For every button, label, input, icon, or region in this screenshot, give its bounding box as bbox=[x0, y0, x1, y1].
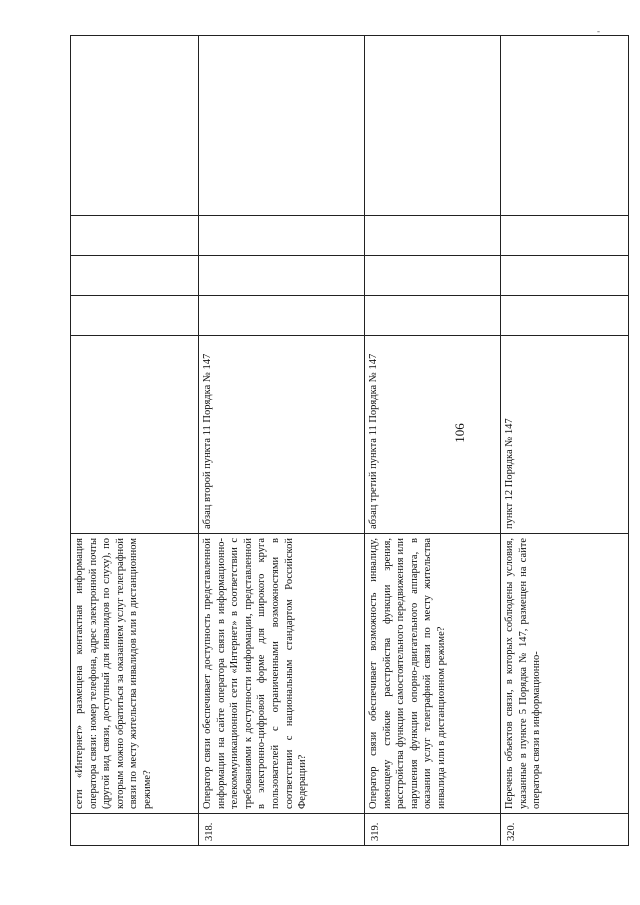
check-na-cell bbox=[365, 216, 501, 256]
check-na-cell bbox=[199, 216, 365, 256]
row-number bbox=[71, 814, 199, 846]
corner-mark: - bbox=[597, 26, 600, 36]
notes-cell bbox=[501, 36, 629, 216]
check-yes-cell bbox=[199, 296, 365, 336]
check-na-cell bbox=[71, 216, 199, 256]
requirement-text: Перечень объектов связи, в которых соблюдены условия, указанные в пункте 5 Порядка № 147, размещен на сайте оператора связи в информационно- bbox=[501, 534, 629, 814]
check-yes-cell bbox=[365, 296, 501, 336]
table-row bbox=[199, 36, 365, 846]
checklist-table-container bbox=[70, 36, 628, 846]
requirement-text: Оператор связи обеспечивает возможность инвалиду, имеющему стойкие расстройства функции зрения, расстройства функции самостоятельного передвижения или нарушения функции опорно-двигательного аппарата, в оказании услуг телеграфной связи по месту жительства инвалида или в дистанционном режиме? bbox=[365, 534, 501, 814]
check-yes-cell bbox=[501, 296, 629, 336]
check-no-cell bbox=[501, 256, 629, 296]
rotated-table bbox=[70, 36, 628, 846]
check-no-cell bbox=[199, 256, 365, 296]
row-number: 318. bbox=[199, 814, 365, 846]
row-number: 319. bbox=[365, 814, 501, 846]
requirement-text: Оператор связи обеспечивает доступность представленной информации на сайте оператора связи в информационно-телекоммуникационной сети «Интернет» в соответствии с требованиями к доступности информации, представленной в электронно-цифровой форме для широкого круга пользователей с ограниченными возможностями в соответствии с национальным стандартом Российской Федерации? bbox=[199, 534, 365, 814]
reference-text bbox=[71, 336, 199, 534]
reference-text: абзац третий пункта 11 Порядка № 147 bbox=[365, 336, 501, 534]
check-no-cell bbox=[71, 256, 199, 296]
page-number: 106 bbox=[452, 423, 467, 443]
reference-text: пункт 12 Порядка № 147 bbox=[501, 336, 629, 534]
table-row bbox=[71, 36, 199, 846]
check-no-cell bbox=[365, 256, 501, 296]
table-row bbox=[501, 36, 629, 846]
row-number: 320. bbox=[501, 814, 629, 846]
table-row bbox=[365, 36, 501, 846]
check-na-cell bbox=[501, 216, 629, 256]
notes-cell bbox=[71, 36, 199, 216]
notes-cell bbox=[365, 36, 501, 216]
reference-text: абзац второй пункта 11 Порядка № 147 bbox=[199, 336, 365, 534]
checklist-table bbox=[70, 35, 629, 846]
check-yes-cell bbox=[71, 296, 199, 336]
requirement-text: сети «Интернет» размещена контактная информация оператора связи: номер телефона, адрес электронной почты (другой вид связи, доступный для инвалидов по слуху), по которым можно обратиться за оказанием услуг телеграфной связи по месту жительства инвалидов или в дистанционном режиме? bbox=[71, 534, 199, 814]
notes-cell bbox=[199, 36, 365, 216]
